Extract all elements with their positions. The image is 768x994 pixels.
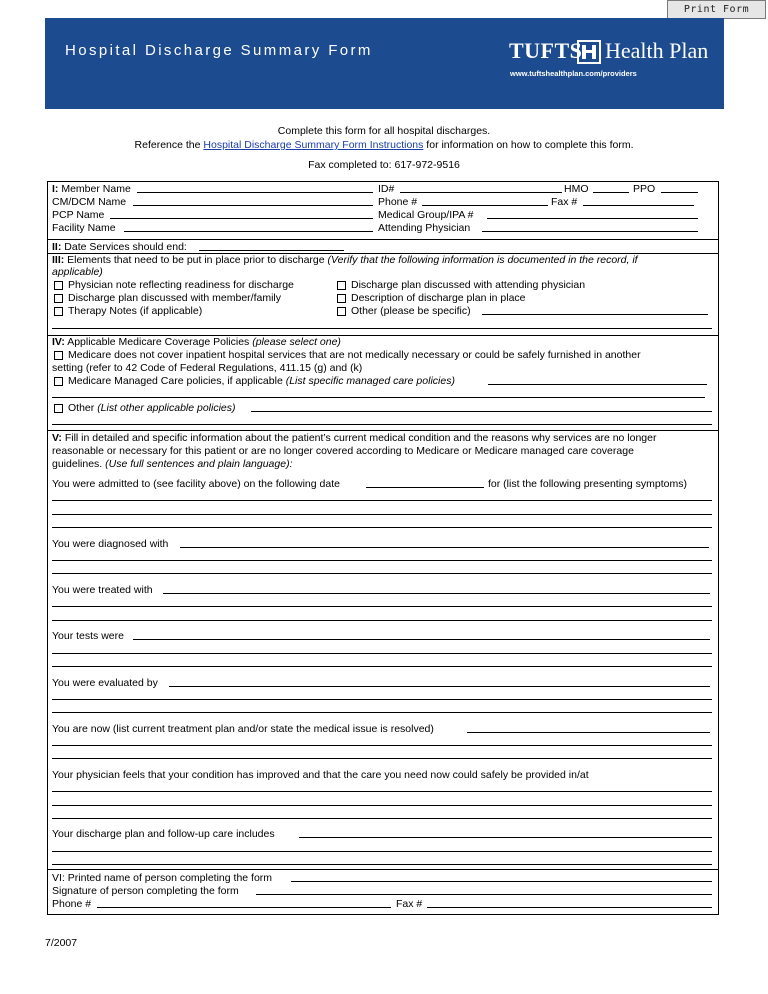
section-5-line-3: guidelines. (Use full sentences and plain language): [52, 458, 293, 470]
signature-field[interactable] [256, 894, 712, 895]
tufts-health-plan-logo [509, 38, 709, 98]
now-line[interactable] [52, 758, 712, 759]
physician-feels-label: Your physician feels that your condition has improved and that the care you need now could safely be provided in/at [52, 769, 589, 781]
discharge-plan-description-label: Description of discharge plan in place [351, 292, 526, 304]
admitted-date-field[interactable] [366, 487, 484, 488]
discharge-plan-field[interactable] [299, 837, 712, 838]
tests-label: Your tests were [52, 630, 124, 642]
print-form-button[interactable]: Print Form [667, 0, 766, 19]
treated-field[interactable] [163, 593, 710, 594]
section-3-label: III: Elements that need to be put in place prior to discharge (Verify that the following information is documented in the record, if [52, 254, 638, 266]
now-label: You are now (list current treatment plan and/or state the medical issue is resolved) [52, 723, 434, 735]
header-banner [45, 18, 724, 109]
section-3-extra-line[interactable] [52, 328, 712, 329]
treated-line[interactable] [52, 620, 712, 621]
managed-care-field[interactable] [488, 384, 707, 385]
medicare-not-cover-label-cont: setting (refer to 42 Code of Federal Regulations, 411.15 (g) and (k) [52, 362, 363, 374]
section-2-label: II: Date Services should end: [52, 241, 187, 253]
diagnosed-line[interactable] [52, 573, 712, 574]
section-4-label: IV: Applicable Medicare Coverage Policies (please select one) [52, 336, 341, 348]
physician-note-label: Physician note reflecting readiness for discharge [68, 279, 294, 291]
checkbox-therapy-notes[interactable] [54, 307, 63, 316]
phone-field[interactable] [422, 205, 548, 206]
managed-care-label: Medicare Managed Care policies, if applicable (List specific managed care policies) [68, 375, 455, 387]
physician-feels-line[interactable] [52, 818, 712, 819]
intro-line-2-post: for information on how to complete this form. [423, 139, 634, 151]
section-6-phone-label: Phone # [52, 898, 92, 910]
diagnosed-field[interactable] [180, 547, 709, 548]
facility-field[interactable] [124, 231, 373, 232]
logo-url: www.tuftshealthplan.com/providers [510, 69, 637, 78]
divider [47, 239, 719, 240]
other-label: Other (please be specific) [351, 305, 471, 317]
evaluated-line[interactable] [52, 712, 712, 713]
therapy-notes-label: Therapy Notes (if applicable) [68, 305, 203, 317]
fax-line: Fax completed to: 617-972-9516 [308, 159, 460, 171]
cmdcm-field[interactable] [133, 205, 373, 206]
medical-group-label: Medical Group/IPA # [378, 209, 474, 221]
printed-name-label: VI: Printed name of person completing the form [52, 872, 273, 884]
checkbox-discussed-attending[interactable] [337, 281, 346, 290]
form-title: Hospital Discharge Summary Form [65, 42, 373, 59]
diagnosed-label: You were diagnosed with [52, 538, 169, 550]
now-field[interactable] [467, 732, 710, 733]
section-5-line-2: reasonable or necessary for this patient or are no longer covered according to Medicare or Medicare managed care coverage [52, 445, 634, 457]
discussed-member-label: Discharge plan discussed with member/family [68, 292, 281, 304]
member-name-field[interactable] [137, 192, 373, 193]
discharge-plan-label: Your discharge plan and follow-up care includes [52, 828, 275, 840]
section-6-fax-field[interactable] [427, 907, 712, 908]
id-label: ID# [378, 183, 395, 195]
instructions-link[interactable]: Hospital Discharge Summary Form Instructions [203, 139, 424, 151]
managed-care-extra-line[interactable] [52, 397, 705, 398]
discharge-plan-line[interactable] [52, 851, 712, 852]
evaluated-line[interactable] [52, 699, 712, 700]
tests-field[interactable] [133, 639, 710, 640]
attending-field[interactable] [482, 231, 698, 232]
tests-line[interactable] [52, 666, 712, 667]
intro-line-2-pre: Reference the [134, 139, 204, 151]
revision-date: 7/2007 [45, 937, 78, 949]
date-services-end-field[interactable] [199, 250, 344, 251]
ppo-field[interactable] [661, 192, 698, 193]
divider [47, 869, 719, 870]
signature-label: Signature of person completing the form [52, 885, 239, 897]
attending-label: Attending Physician [378, 222, 471, 234]
section-6-phone-field[interactable] [97, 907, 391, 908]
tests-line[interactable] [52, 653, 712, 654]
admitted-label-a: You were admitted to (see facility above) on the following date [52, 478, 340, 490]
hmo-label: HMO [564, 183, 589, 195]
discussed-attending-label: Discharge plan discussed with attending physician [351, 279, 586, 291]
divider [47, 430, 719, 431]
facility-label: Facility Name [52, 222, 116, 234]
checkbox-other[interactable] [337, 307, 346, 316]
discharge-plan-line[interactable] [52, 864, 712, 865]
physician-feels-line[interactable] [52, 791, 712, 792]
treated-label: You were treated with [52, 584, 153, 596]
checkbox-discussed-member[interactable] [54, 294, 63, 303]
other-policies-field[interactable] [251, 411, 712, 412]
section-5-line-1: V: Fill in detailed and specific information about the patient’s current medical condition and the reasons why services are no longer [52, 432, 657, 444]
pcp-label: PCP Name [52, 209, 105, 221]
admitted-line[interactable] [52, 514, 712, 515]
checkbox-physician-note[interactable] [54, 281, 63, 290]
physician-feels-line[interactable] [52, 805, 712, 806]
admitted-label-b: for (list the following presenting symptoms) [488, 478, 687, 490]
hmo-field[interactable] [593, 192, 629, 193]
intro-line-2 [0, 139, 768, 151]
logo-cross-icon [577, 40, 601, 64]
admitted-line[interactable] [52, 527, 712, 528]
printed-name-field[interactable] [291, 881, 712, 882]
intro-line-1: Complete this form for all hospital discharges. [277, 125, 491, 137]
now-line[interactable] [52, 745, 712, 746]
checkbox-managed-care[interactable] [54, 377, 63, 386]
pcp-field[interactable] [110, 218, 373, 219]
other-policies-label: Other (List other applicable policies) [68, 402, 236, 414]
other-specify-field[interactable] [482, 314, 708, 315]
medical-group-field[interactable] [487, 218, 698, 219]
fax-field[interactable] [583, 205, 694, 206]
checkbox-medicare-not-cover[interactable] [54, 351, 63, 360]
evaluated-label: You were evaluated by [52, 677, 158, 689]
checkbox-other-policies[interactable] [54, 404, 63, 413]
medicare-not-cover-label: Medicare does not cover inpatient hospital services that are not medically necessary or could be safely furnished in another [68, 349, 641, 361]
logo-tufts-text: TUFTS [509, 38, 583, 63]
section-3-note-cont: applicable) [52, 266, 103, 278]
ppo-label: PPO [633, 183, 656, 195]
cmdcm-label: CM/DCM Name [52, 196, 127, 208]
phone-label: Phone # [378, 196, 418, 208]
logo-health-plan-text: Health Plan [605, 38, 709, 63]
other-policies-extra-line[interactable] [52, 424, 712, 425]
diagnosed-line[interactable] [52, 560, 712, 561]
id-field[interactable] [400, 192, 562, 193]
evaluated-field[interactable] [169, 686, 710, 687]
section-6-fax-label: Fax # [396, 898, 423, 910]
checkbox-discharge-plan-description[interactable] [337, 294, 346, 303]
fax-label: Fax # [551, 196, 578, 208]
treated-line[interactable] [52, 606, 712, 607]
admitted-line[interactable] [52, 500, 712, 501]
section-1-member-name: I: Member Name [52, 183, 131, 195]
